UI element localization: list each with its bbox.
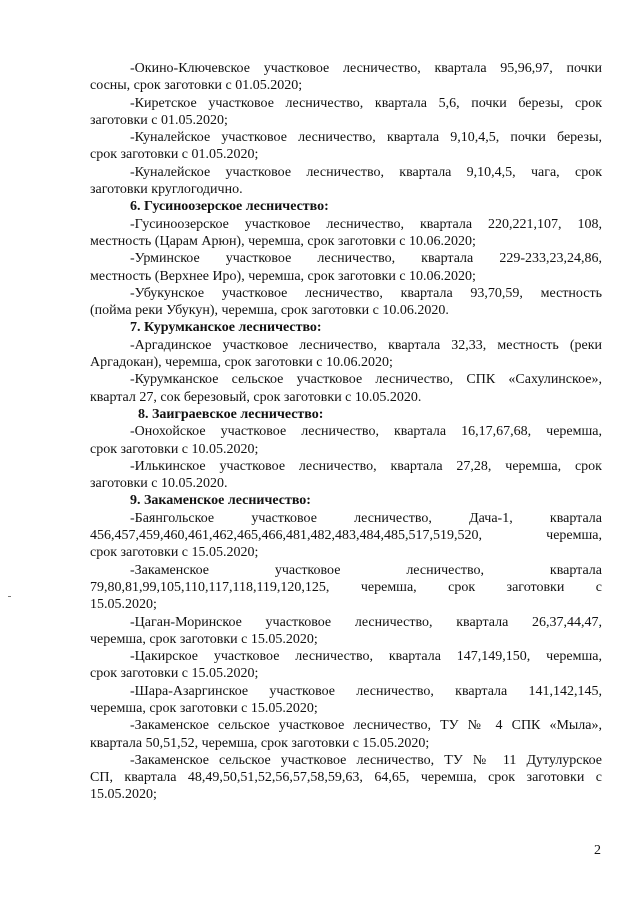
paragraph-line: -Куналейское участковое лесничество, квартала 9,10,4,5, чага, срок bbox=[130, 164, 602, 180]
paragraph bbox=[90, 423, 602, 458]
paragraph-line: 15.05.2020; bbox=[90, 597, 157, 613]
paragraph bbox=[90, 337, 602, 372]
paragraph bbox=[90, 164, 602, 199]
paragraph-line: заготовки круглогодично. bbox=[90, 182, 243, 198]
paragraph bbox=[90, 250, 602, 285]
paragraph-line: -Курумканское сельское участковое лесничество, СПК «Сахулинское», bbox=[130, 372, 602, 388]
paragraph-line: черемша, срок заготовки с 15.05.2020; bbox=[90, 700, 318, 716]
paragraph-line: -Закаменское участковое лесничество, квартала bbox=[130, 562, 602, 578]
paragraph bbox=[90, 371, 602, 406]
paragraph-line: -Киретское участковое лесничество, квартала 5,6, почки березы, срок bbox=[130, 95, 602, 111]
paragraph bbox=[90, 614, 602, 649]
paragraph-line: -Цакирское участковое лесничество, квартала 147,149,150, черемша, bbox=[130, 649, 602, 665]
paragraph-line: -Онохойское участковое лесничество, квартала 16,17,67,68, черемша, bbox=[130, 424, 602, 440]
paragraph-line: Аргадокан), черемша, срок заготовки с 10.06.2020; bbox=[90, 355, 393, 371]
paragraph-line: 456,457,459,460,461,462,465,466,481,482,483,484,485,517,519,520, черемша, bbox=[90, 528, 602, 544]
paragraph-line: -Убукунское участковое лесничество, квартала 93,70,59, местность bbox=[130, 285, 602, 301]
paragraph-line: -Закаменское сельское участковое лесничество, ТУ № 4 СПК «Мыла», bbox=[130, 718, 602, 734]
paragraph bbox=[90, 60, 602, 95]
document-body bbox=[90, 60, 602, 804]
section-heading: 6. Гусиноозерское лесничество: bbox=[130, 199, 329, 215]
paragraph-line: срок заготовки с 01.05.2020; bbox=[90, 147, 259, 163]
paragraph-line: -Илькинское участковое лесничество, квартала 27,28, черемша, срок bbox=[130, 458, 602, 474]
paragraph bbox=[90, 129, 602, 164]
paragraph-line: срок заготовки с 15.05.2020; bbox=[90, 545, 259, 561]
paragraph-line: срок заготовки с 15.05.2020; bbox=[90, 666, 259, 682]
paragraph bbox=[90, 510, 602, 562]
paragraph bbox=[90, 95, 602, 130]
paragraph-line: заготовки с 01.05.2020; bbox=[90, 112, 228, 128]
paragraph-line: -Гусиноозерское участковое лесничество, квартала 220,221,107, 108, bbox=[130, 216, 602, 232]
paragraph-line: срок заготовки с 10.05.2020; bbox=[90, 441, 259, 457]
paragraph bbox=[90, 562, 602, 614]
paragraph-line: -Закаменское сельское участковое лесничество, ТУ № 11 Дутулурское bbox=[130, 752, 602, 768]
paragraph bbox=[90, 648, 602, 683]
paragraph-line: 79,80,81,99,105,110,117,118,119,120,125, черемша, срок заготовки с bbox=[90, 579, 602, 595]
paragraph-line: -Шара-Азаргинское участковое лесничество, квартала 141,142,145, bbox=[130, 683, 602, 699]
paragraph-line: заготовки с 10.05.2020. bbox=[90, 476, 228, 492]
section-heading: 9. Закаменское лесничество: bbox=[130, 493, 311, 509]
paragraph-line: 15.05.2020; bbox=[90, 787, 157, 803]
paragraph-line: -Урминское участковое лесничество, квартала 229-233,23,24,86, bbox=[130, 251, 602, 267]
paragraph bbox=[90, 683, 602, 718]
paragraph-line: СП, квартала 48,49,50,51,52,56,57,58,59,63, 64,65, черемша, срок заготовки с bbox=[90, 770, 602, 786]
paragraph-line: местность (Верхнее Иро), черемша, срок заготовки с 10.06.2020; bbox=[90, 268, 476, 284]
paragraph bbox=[90, 285, 602, 320]
paragraph bbox=[90, 458, 602, 493]
paragraph-line: (пойма реки Убукун), черемша, срок заготовки с 10.06.2020. bbox=[90, 303, 449, 319]
paragraph bbox=[90, 717, 602, 752]
scan-margin-mark bbox=[8, 596, 11, 597]
paragraph-line: сосны, срок заготовки с 01.05.2020; bbox=[90, 78, 303, 94]
paragraph-line: местность (Царам Арюн), черемша, срок заготовки с 10.06.2020; bbox=[90, 233, 476, 249]
page-number: 2 bbox=[594, 843, 601, 858]
paragraph-line: квартал 27, сок березовый, срок заготовки с 10.05.2020. bbox=[90, 389, 422, 405]
paragraph-line: -Окино-Ключевское участковое лесничество, квартала 95,96,97, почки bbox=[130, 61, 602, 76]
section-heading: 8. Заиграевское лесничество: bbox=[138, 406, 324, 422]
paragraph-line: квартала 50,51,52, черемша, срок заготовки с 15.05.2020; bbox=[90, 735, 430, 751]
paragraph-line: -Аргадинское участковое лесничество, квартала 32,33, местность (реки bbox=[130, 337, 602, 353]
paragraph bbox=[90, 752, 602, 804]
paragraph-line: черемша, срок заготовки с 15.05.2020; bbox=[90, 631, 318, 647]
paragraph-line: -Баянгольское участковое лесничество, Дача-1, квартала bbox=[130, 510, 602, 526]
paragraph-line: -Цаган-Моринское участковое лесничество, квартала 26,37,44,47, bbox=[130, 614, 602, 630]
section-heading: 7. Курумканское лесничество: bbox=[130, 320, 322, 336]
paragraph-line: -Куналейское участковое лесничество, квартала 9,10,4,5, почки березы, bbox=[130, 130, 602, 146]
paragraph bbox=[90, 216, 602, 251]
